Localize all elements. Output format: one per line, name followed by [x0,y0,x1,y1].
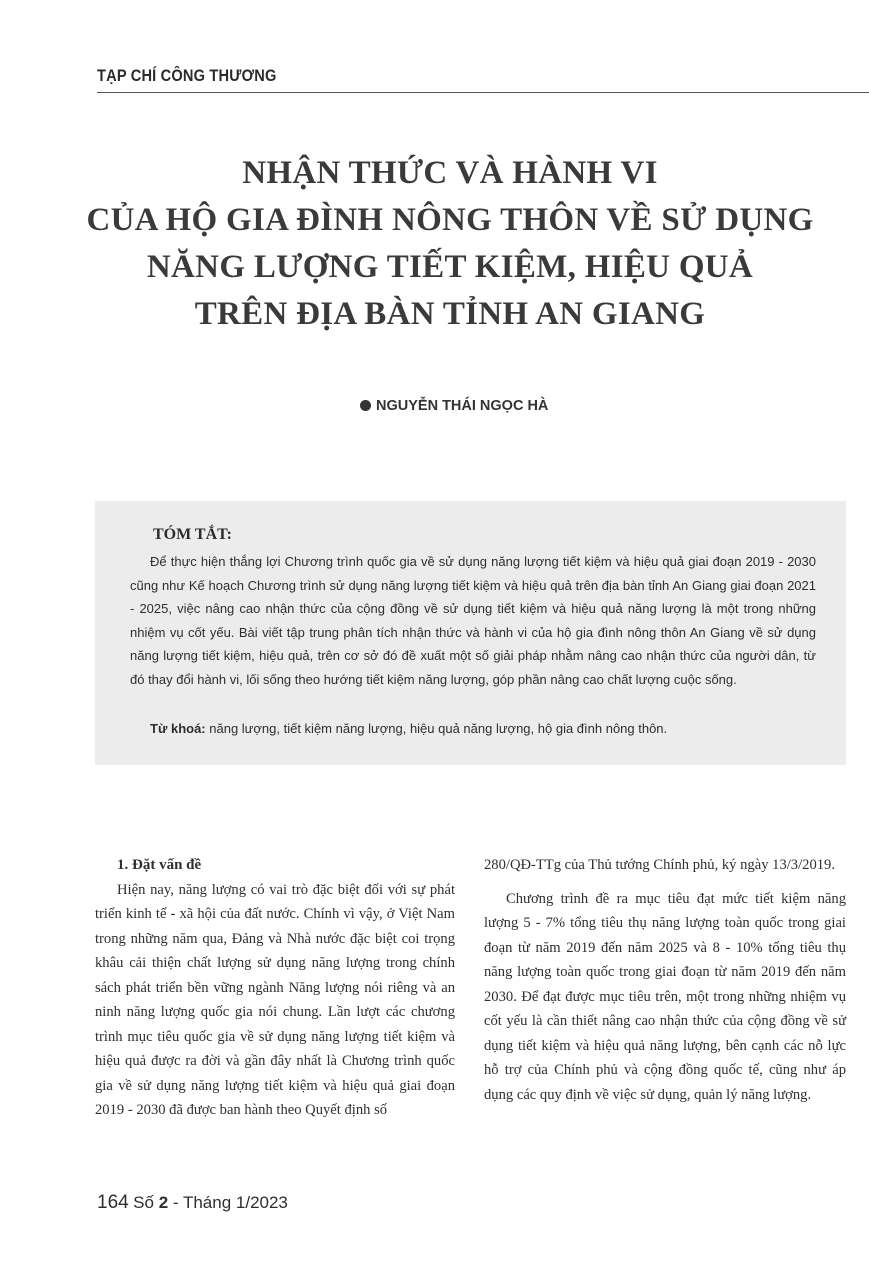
right-column [484,853,846,1107]
keywords-label: Từ khoá: [150,721,206,736]
article-title [60,150,840,338]
title-line: NHẬN THỨC VÀ HÀNH VI [242,155,658,191]
issue-label [133,1193,288,1212]
issue-number: 2 [158,1193,169,1212]
issue-prefix: Số [133,1193,154,1212]
abstract-heading: TÓM TẮT: [153,526,232,543]
journal-name: TẠP CHÍ CÔNG THƯƠNG [97,66,277,85]
keywords-text: năng lượng, tiết kiệm năng lượng, hiệu quả năng lượng, hộ gia đình nông thôn. [209,721,668,736]
keywords [150,717,830,740]
title-line: NĂNG LƯỢNG TIẾT KIỆM, HIỆU QUẢ [146,249,754,285]
paragraph-continuation: 280/QĐ-TTg của Thủ tướng Chính phủ, ký ngày 13/3/2019. [484,857,835,873]
journal-header [97,62,869,96]
author-byline [360,398,548,414]
abstract-body: Để thực hiện thắng lợi Chương trình quốc gia về sử dụng năng lượng tiết kiệm và hiệu quả giai đoạn 2019 - 2030 cũng như Kế hoạch Chương trình sử dụng năng lượng tiết kiệm và hiệu quả trên địa bàn tỉnh An Giang giai đoạn 2021 - 2025, việc nâng cao nhận thức của cộng đồng về sử dụng tiết kiệm và hiệu quả năng lượng là một trong những nhiệm vụ cốt yếu. Bài viết tập trung phân tích nhận thức và hành vi của hộ gia đình nông thôn An Giang về sử dụng năng lượng tiết kiệm, hiệu quả, trên cơ sở đó đề xuất một số giải pháp nhằm nâng cao nhận thức của người dân, từ đó thay đổi hành vi, lối sống theo hướng tiết kiệm năng lượng, góp phần nâng cao chất lượng cuộc sống. [130,554,816,687]
page-footer [97,1192,288,1214]
paragraph: Chương trình đề ra mục tiêu đạt mức tiết kiệm năng lượng 5 - 7% tổng tiêu thụ năng lượng toàn quốc trong giai đoạn từ năm 2019 đến năm 2025 và 8 - 10% tổng tiêu thụ năng lượng toàn quốc trong giai đoạn từ năm 2019 đến năm 2030. Để đạt được mục tiêu trên, một trong những nhiệm vụ cốt yếu là cần thiết nâng cao nhận thức của cộng đồng về sử dụng tiết kiệm và hiệu quả năng lượng, bên cạnh các nỗ lực hỗ trợ của Chính phủ và cộng đồng quốc tế, cũng như áp dụng các quy định về việc sử dụng, quản lý năng lượng. [484,890,846,1103]
paragraph: Hiện nay, năng lượng có vai trò đặc biệt đối với sự phát triển kinh tế - xã hội của đất nước. Chính vì vậy, ở Việt Nam trong những năm qua, Đảng và Nhà nước đặc biệt coi trọng khâu cải thiện chất lượng sử dụng năng lượng trong chính sách phát triển bền vững ngành Năng lượng nói riêng và an ninh năng lượng quốc gia nói chung. Lần lượt các chương trình mục tiêu quốc gia về sử dụng năng lượng tiết kiệm và hiệu quả được ra đời và gần đây nhất là Chương trình quốc gia về sử dụng năng lượng tiết kiệm và hiệu quả giai đoạn 2019 - 2030 đã được ban hành theo Quyết định số [95,881,455,1118]
section-heading: 1. Đặt vấn đề [117,857,202,873]
header-rule [97,92,869,93]
title-line: TRÊN ĐỊA BÀN TỈNH AN GIANG [194,296,706,332]
title-line: CỦA HỘ GIA ĐÌNH NÔNG THÔN VỀ SỬ DỤNG [86,202,814,238]
page-number: 164 [97,1192,129,1213]
left-column [95,853,455,1123]
bullet-icon [360,400,371,411]
issue-date: - Tháng 1/2023 [172,1193,288,1212]
author-name: NGUYỄN THÁI NGỌC HÀ [376,398,549,414]
